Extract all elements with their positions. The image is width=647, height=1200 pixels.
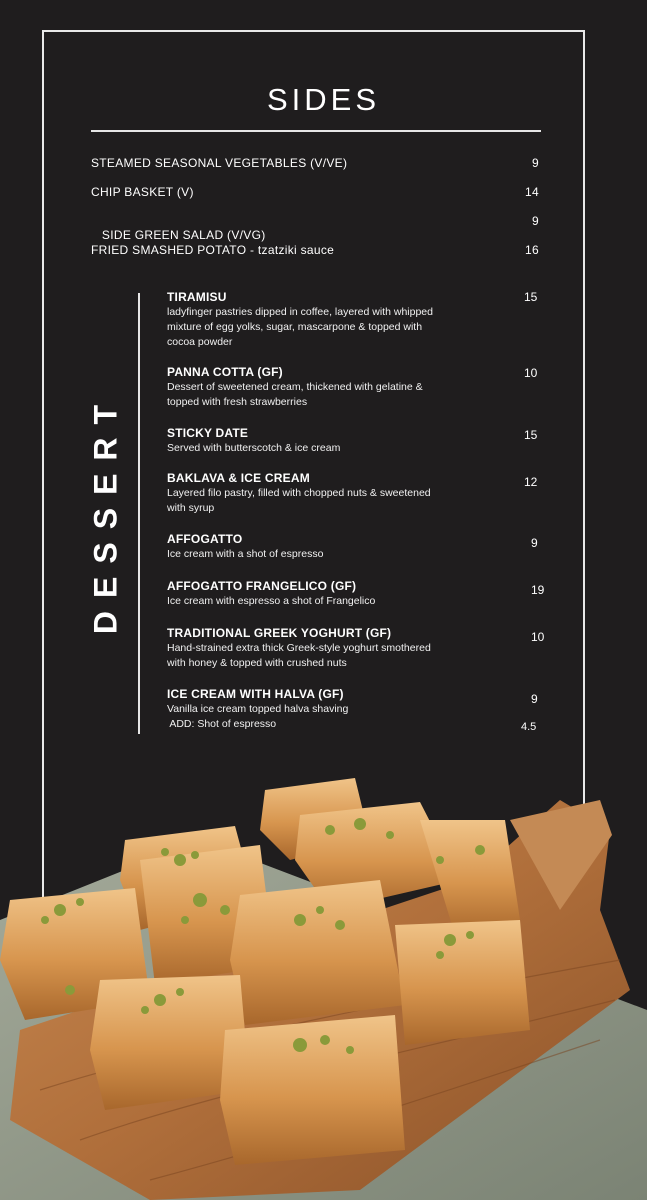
dessert-item <box>167 426 547 456</box>
dessert-title: DESSERT <box>87 391 124 635</box>
dessert-item <box>167 579 547 609</box>
dessert-item-desc: Ice cream with espresso a shot of Frangelico <box>167 595 376 607</box>
dessert-item-desc: Layered filo pastry, filled with chopped nuts & sweetened with syrup <box>167 487 431 514</box>
dessert-item <box>167 687 547 717</box>
dessert-item <box>167 290 547 350</box>
dessert-item-price: 9 <box>531 536 538 550</box>
dessert-item-price: 19 <box>531 583 545 597</box>
dessert-item <box>167 365 547 410</box>
dessert-item-price: 15 <box>524 290 538 304</box>
dessert-item <box>167 626 547 671</box>
dessert-item-desc: Hand-strained extra thick Greek-style yoghurt smothered with honey & topped with crushed nuts <box>167 642 431 669</box>
dessert-item-desc: ladyfinger pastries dipped in coffee, layered with whipped mixture of egg yolks, sugar, mascarpone & topped with cocoa powder <box>167 306 433 348</box>
dessert-item <box>167 471 547 516</box>
dessert-item-desc: Vanilla ice cream topped halva shaving <box>167 703 349 715</box>
dessert-item-price: 15 <box>524 428 538 442</box>
baklava-photo <box>0 760 647 1200</box>
dessert-item-name: BAKLAVA & ICE CREAM <box>167 471 310 485</box>
dessert-item-name: STICKY DATE <box>167 426 249 440</box>
side-item-name: FRIED SMASHED POTATO - tzatziki sauce <box>91 243 335 257</box>
dessert-item-price: 12 <box>524 475 538 489</box>
dessert-divider <box>138 293 140 734</box>
side-item <box>91 243 541 257</box>
addon-label: ADD: Shot of espresso <box>167 718 277 730</box>
dessert-item-price: 10 <box>531 630 545 644</box>
side-item-price: 16 <box>525 243 539 257</box>
side-item-price: 9 <box>532 156 539 170</box>
addon-price: 4.5 <box>521 721 537 733</box>
side-item-price: 9 <box>532 214 539 228</box>
dessert-item-name: PANNA COTTA (GF) <box>167 365 283 379</box>
side-item-name: CHIP BASKET (V) <box>91 185 194 199</box>
dessert-item-desc: Dessert of sweetened cream, thickened with gelatine & topped with fresh strawberries <box>167 381 423 408</box>
dessert-item-name: ICE CREAM WITH HALVA (GF) <box>167 687 344 701</box>
sides-title: SIDES <box>266 82 381 117</box>
dessert-item-price: 9 <box>531 692 538 706</box>
side-item-price: 14 <box>525 185 539 199</box>
dessert-item-name: AFFOGATTO FRANGELICO (GF) <box>167 579 357 593</box>
dessert-item-name: TRADITIONAL GREEK YOGHURT (GF) <box>167 626 392 640</box>
side-item-name: SIDE GREEN SALAD (V/VG) <box>98 228 266 242</box>
dessert-item-name: TIRAMISU <box>167 290 227 304</box>
dessert-item <box>167 532 547 562</box>
dessert-item-price: 10 <box>524 366 538 380</box>
sides-divider <box>91 130 541 132</box>
side-item <box>91 185 541 199</box>
dessert-item-name: AFFOGATTO <box>167 532 243 546</box>
side-item-name: STEAMED SEASONAL VEGETABLES (V/VE) <box>91 156 348 170</box>
side-item <box>91 156 541 170</box>
dessert-item-desc: Served with butterscotch & ice cream <box>167 442 341 454</box>
dessert-item-desc: Ice cream with a shot of espresso <box>167 548 324 560</box>
